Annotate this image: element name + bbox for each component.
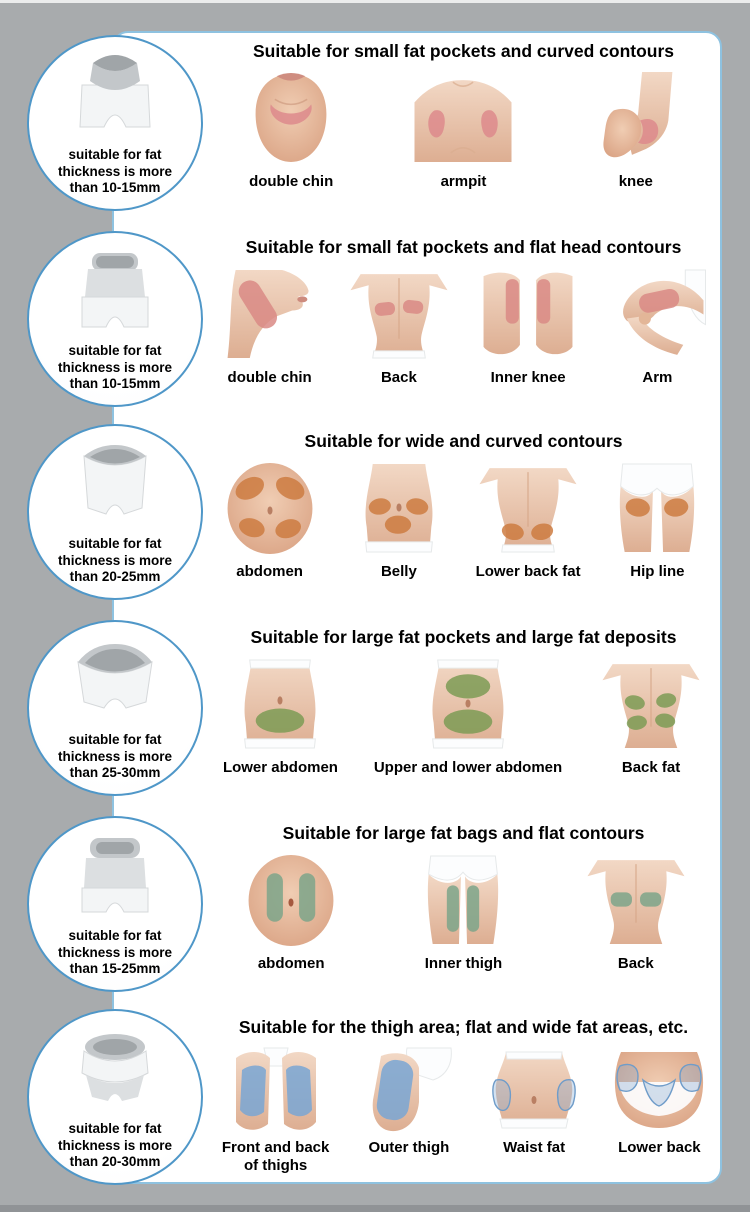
armpit-figure — [410, 70, 516, 166]
upper-lower-abdomen-figure — [415, 656, 521, 752]
applicator-circle-1 — [27, 35, 203, 211]
figures-row — [205, 258, 722, 424]
body-area-item — [604, 460, 710, 581]
double-chin-front-figure — [238, 70, 344, 166]
row-heading: Suitable for large fat bags and flat contours — [282, 823, 645, 843]
applicator-circle-6 — [27, 1009, 203, 1185]
inner-knee-figure — [475, 266, 581, 362]
figure-label: Waist fat — [503, 1139, 566, 1156]
figure-label: Lower back — [618, 1139, 701, 1156]
figure-label: armpit — [440, 173, 487, 190]
wide-bowl-applicator-icon — [60, 636, 170, 732]
figure-label: Inner knee — [490, 369, 566, 386]
figures-row — [205, 1038, 722, 1204]
fat-thickness-note: suitable for fat thickness is more than 20-25mm — [57, 536, 173, 584]
body-area-item — [410, 852, 516, 973]
row-thigh-flat-wide — [205, 1010, 722, 1204]
body-area-item — [374, 656, 562, 777]
tall-curved-cup-applicator-icon — [60, 440, 170, 536]
body-area-item — [481, 1046, 587, 1157]
lower-back-fat-figure — [475, 460, 581, 556]
waist-fat-figure — [481, 1046, 587, 1132]
body-area-item — [410, 70, 516, 191]
round-abdomen-pads-figure — [238, 852, 344, 948]
figure-label: Lower back fat — [475, 563, 581, 580]
belly-front-figure — [346, 460, 452, 556]
row-heading: Suitable for the thigh area; flat and wide fat areas, etc. — [238, 1017, 689, 1037]
body-area-item — [346, 460, 452, 581]
row-heading: Suitable for small fat pockets and curved contours — [252, 41, 675, 61]
fat-thickness-note: suitable for fat thickness is more than 10-15mm — [57, 147, 173, 195]
figure-label: double chin — [249, 173, 334, 190]
upper-arm-figure — [604, 266, 710, 362]
figure-label: Front and back of thighs — [221, 1139, 330, 1174]
lower-back-hips-figure — [606, 1046, 712, 1132]
row-heading: Suitable for small fat pockets and flat head contours — [245, 237, 682, 257]
flat-head-applicator-icon — [60, 247, 170, 343]
body-area-item — [598, 656, 704, 777]
row-heading: Suitable for large fat pockets and large fat deposits — [250, 627, 677, 647]
round-abdomen-figure — [217, 460, 323, 556]
figure-label: Hip line — [630, 563, 685, 580]
hip-line-figure — [604, 460, 710, 556]
body-area-item — [583, 852, 689, 973]
body-area-item — [606, 1046, 712, 1157]
applicator-circle-4 — [27, 620, 203, 796]
knee-figure — [583, 70, 689, 166]
figure-label: Back — [617, 955, 654, 972]
back-pads-figure — [583, 852, 689, 948]
body-area-item — [215, 1046, 337, 1175]
figure-label: Inner thigh — [424, 955, 503, 972]
figure-label: knee — [618, 173, 653, 190]
row-large-fat-deposits — [205, 620, 722, 814]
flat-top-cube-applicator-icon — [60, 832, 170, 928]
body-area-item — [217, 266, 323, 387]
body-area-item — [346, 266, 452, 387]
figure-label: Arm — [642, 369, 673, 386]
body-area-item — [475, 266, 581, 387]
applicator-circle-2 — [27, 231, 203, 407]
figure-label: Outer thigh — [368, 1139, 450, 1156]
figures-row — [205, 452, 722, 618]
body-area-item — [583, 70, 689, 191]
body-area-item — [238, 852, 344, 973]
figure-label: Back — [380, 369, 417, 386]
front-back-thighs-figure — [223, 1046, 329, 1132]
figure-label: abdomen — [257, 955, 325, 972]
body-area-item — [604, 266, 710, 387]
body-area-item — [356, 1046, 462, 1157]
figure-label: Back fat — [621, 759, 681, 776]
figure-label: double chin — [227, 369, 312, 386]
body-area-item — [223, 656, 338, 777]
row-heading: Suitable for wide and curved contours — [304, 431, 623, 451]
row-small-fat-flat-head — [205, 230, 722, 424]
row-small-fat-curved — [205, 34, 722, 228]
fat-thickness-note: suitable for fat thickness is more than 15-25mm — [57, 928, 173, 976]
body-area-item — [475, 460, 581, 581]
figures-row — [205, 62, 722, 228]
upper-back-figure — [346, 266, 452, 362]
applicator-circle-5 — [27, 816, 203, 992]
figure-label: abdomen — [236, 563, 303, 580]
fat-thickness-note: suitable for fat thickness is more than 25-30mm — [57, 732, 173, 780]
double-chin-side-figure — [217, 266, 323, 362]
row-large-fat-bags-flat — [205, 816, 722, 1010]
body-area-item — [238, 70, 344, 191]
applicator-circle-3 — [27, 424, 203, 600]
saddle-top-cup-applicator-icon — [60, 51, 170, 147]
figures-row — [205, 844, 722, 1010]
oval-dome-applicator-icon — [60, 1025, 170, 1121]
fat-thickness-note: suitable for fat thickness is more than 20-30mm — [57, 1121, 173, 1169]
row-wide-curved — [205, 424, 722, 618]
body-area-item — [217, 460, 323, 581]
figure-label: Lower abdomen — [222, 759, 338, 776]
back-fat-figure — [598, 656, 704, 752]
inner-thigh-figure — [410, 852, 516, 948]
lower-abdomen-figure — [227, 656, 333, 752]
outer-thigh-figure — [356, 1046, 462, 1132]
figure-label: Belly — [380, 563, 417, 580]
fat-thickness-note: suitable for fat thickness is more than 10-15mm — [57, 343, 173, 391]
figure-label: Upper and lower abdomen — [373, 759, 563, 776]
figures-row — [205, 648, 722, 814]
